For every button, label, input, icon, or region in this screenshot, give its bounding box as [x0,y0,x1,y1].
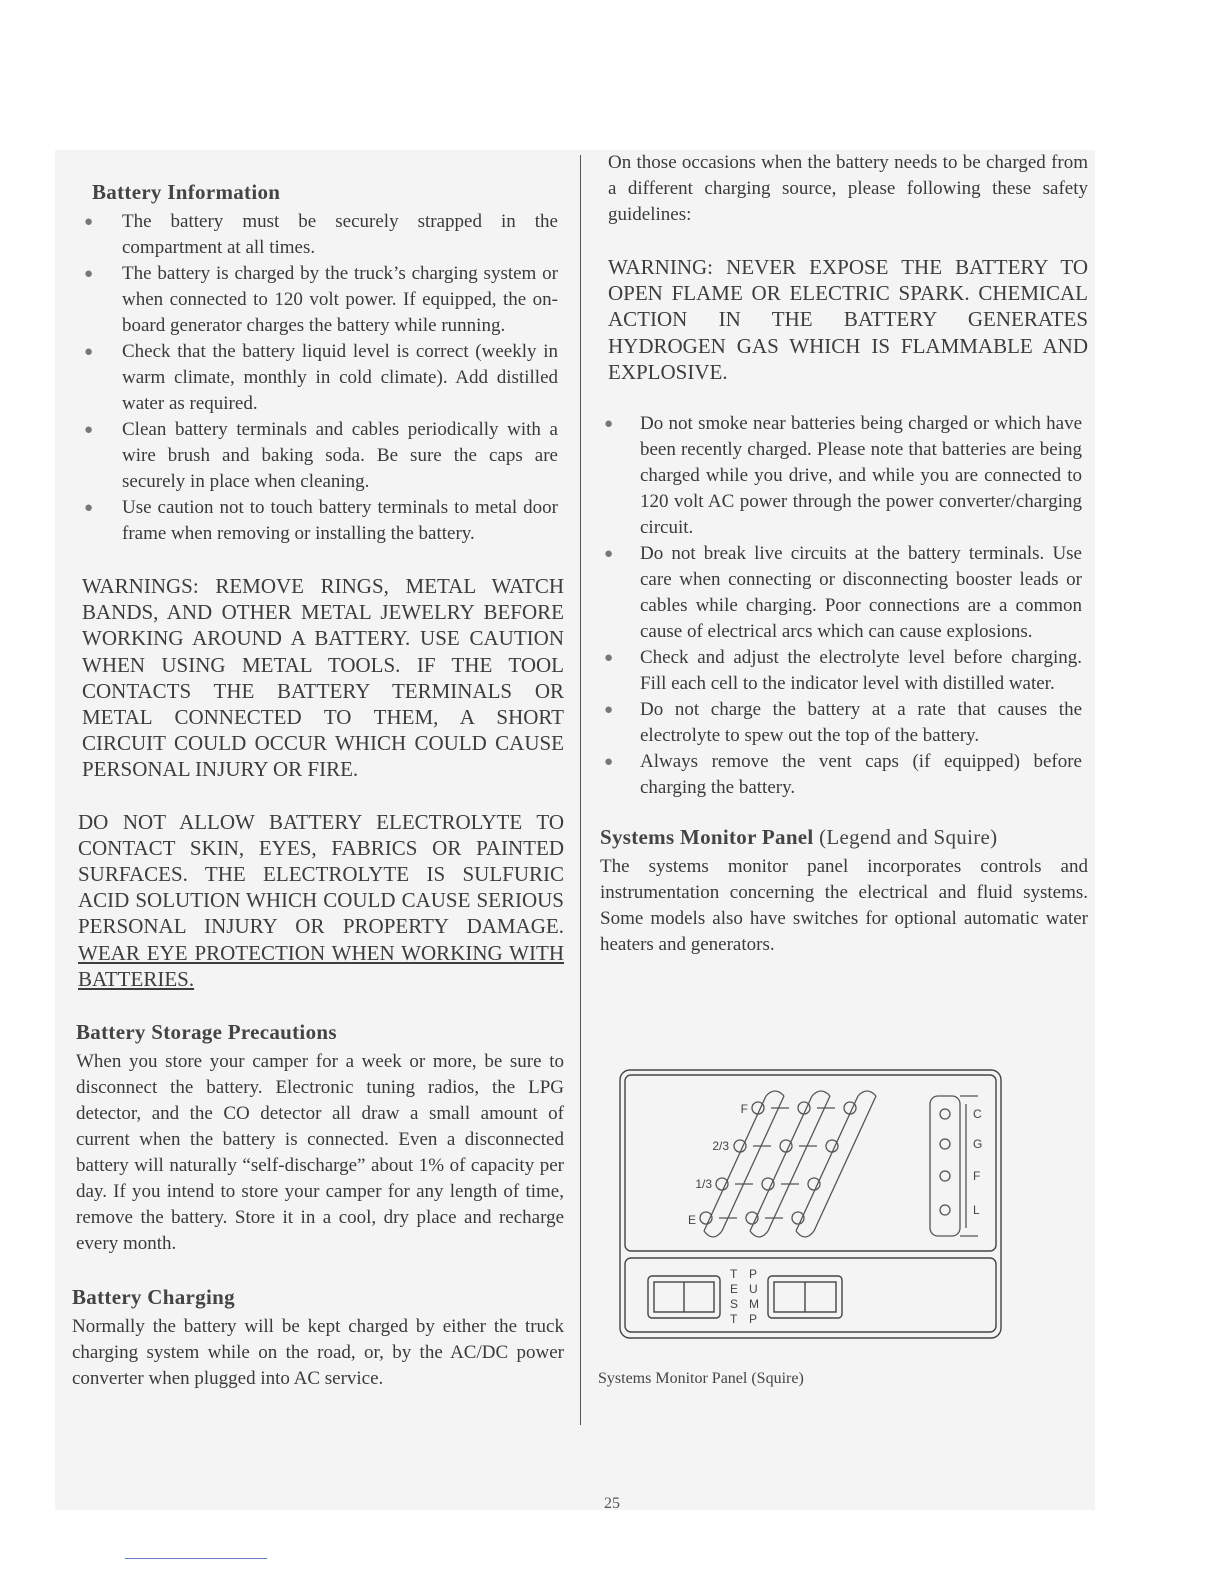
charging-intro-text: On those occasions when the battery needs to be charged from a different charging source, please following these safety guidelines: [608,152,1088,225]
test-letter: T [730,1267,738,1281]
list-item: ● The battery must be securely strapped in the compartment at all times. [84,211,558,258]
bullet-icon: ● [84,214,94,230]
level-label-full: F [740,1102,748,1116]
bullet-icon: ● [604,546,614,563]
panel-outer-frame [620,1070,1001,1338]
gauge-tube-bottom [796,1231,814,1237]
systems-monitor-heading: Systems Monitor Panel (Legend and Squire) [600,825,998,850]
gauge-tube-edge [768,1096,830,1231]
list-item: ● Use caution not to touch battery terminals to metal door frame when removing or installing the battery. [84,497,558,544]
indicator-light [940,1109,950,1119]
bullet-icon: ● [604,754,614,771]
gauge-light [826,1140,838,1152]
bullet-icon: ● [604,702,614,719]
rocker-switches [648,1276,842,1318]
gauge-tube-edge [814,1096,876,1231]
list-item: ● The battery is charged by the truck’s charging system or when connected to 120 volt power. If equipped, the on-board generator charges the battery while running. [84,263,558,336]
indicator-light [940,1205,950,1215]
indicator-label-f: F [973,1169,981,1183]
gauge-light [780,1140,792,1152]
bullet-icon: ● [84,266,94,282]
warnings-electrolyte: DO NOT ALLOW BATTERY ELECTROLYTE TO CONTACT SKIN, EYES, FABRICS OR PAINTED SURFACES. THE ELECTROLYTE IS SULFURIC ACID SOLUTION WHICH COULD CAUSE SERIOUS PERSONAL INJURY OR PROPERTY DAMAGE. WEAR EYE PROTECTION WHEN WORKING WITH BATTERIES. [78,809,564,991]
right-column [600,150,1088,958]
battery-charging-text: Normally the battery will be kept charged by either the truck charging system while on the road, or, by the AC/DC power converter when plugged into AC service. [72,1316,564,1390]
gauge-tube-top [858,1091,876,1096]
level-label-two-thirds: 2/3 [712,1139,729,1153]
battery-information-list [72,209,564,547]
indicator-light [940,1171,950,1181]
gauge-tube-top [812,1091,830,1096]
list-item: ● Check and adjust the electrolyte level before charging. Fill each cell to the indicator level with distilled water. [604,647,1082,695]
battery-charging-heading: Battery Charging [72,1285,235,1310]
panel-gauge-section [625,1075,996,1251]
battery-storage-text: When you store your camper for a week or more, be sure to disconnect the battery. Electronic tuning radios, the LPG detector, and the CO detector all draw a small amount of current when the battery is connected. Even a disconnected battery will naturally “self-discharge” about 1% of capacity per day. If you intend to store your camper for any length of time, remove the battery. Store it in a cool, dry place and recharge every month. [76,1051,564,1255]
page-number: 25 [604,1495,620,1512]
systems-monitor-text: The systems monitor panel incorporates controls and instrumentation concerning the electrical and fluid systems. Some models also have switches for optional automatic water heaters and generators. [600,856,1088,956]
warnings-jewelry: WARNINGS: REMOVE RINGS, METAL WATCH BANDS, AND OTHER METAL JEWELRY BEFORE WORKING AROUND A BATTERY. USE CAUTION WHEN USING METAL TOOLS. IF THE TOOL CONTACTS THE BATTERY TERMINALS OR METAL CONNECTED TO THEM, A SHORT CIRCUIT COULD OCCUR WHICH COULD CAUSE PERSONAL INJURY OR FIRE. [82,574,564,782]
diagram-caption: Systems Monitor Panel (Squire) [598,1370,804,1387]
gauge-tube-edge [796,1096,858,1231]
indicator-label-c: C [973,1107,982,1121]
gauge-tube-edge [750,1096,812,1231]
battery-storage-heading: Battery Storage Precautions [76,1020,337,1045]
list-item: ● Always remove the vent caps (if equipped) before charging the battery. [604,751,1082,799]
indicator-light [940,1139,950,1149]
panel-switch-section [625,1258,996,1332]
list-item: ● Do not break live circuits at the battery terminals. Use care when connecting or disconnecting booster leads or cables while charging. Poor connections are a common cause of electrical arcs which can cause explosions. [604,543,1082,643]
gauge-tube-edge [722,1096,784,1231]
gauge-light [734,1140,746,1152]
tank-level-gauges [700,1091,876,1237]
test-letter: E [730,1282,739,1296]
gauge-tube-edge [704,1096,766,1231]
pump-letter: U [749,1282,758,1296]
charging-safety-list [600,411,1088,801]
pump-letter: P [749,1267,758,1281]
indicator-label-g: G [973,1137,983,1151]
list-item: ● Do not charge the battery at a rate that causes the electrolyte to spew out the top of the battery. [604,699,1082,747]
footer-rule [125,1558,267,1559]
eye-protection-warning: WEAR EYE PROTECTION WHEN WORKING WITH BATTERIES. [78,940,564,991]
test-letter: T [730,1312,738,1326]
bullet-icon: ● [604,650,614,667]
bullet-icon: ● [84,344,94,360]
systems-monitor-panel-diagram [618,1068,1003,1340]
list-item: ● Check that the battery liquid level is correct (weekly in warm climate, monthly in cold climate). Add distilled water as required. [84,341,558,414]
bullet-icon: ● [84,422,94,438]
gauge-tube-bottom [704,1231,722,1237]
list-item: ● Do not smoke near batteries being charged or which have been recently charged. Please note that batteries are being charged while you drive, and while you are connected to 120 volt AC power through the power converter/charging circuit. [604,413,1082,539]
level-label-empty: E [687,1213,696,1227]
indicator-label-l: L [973,1203,980,1217]
column-divider [580,155,581,1425]
level-label-one-third: 1/3 [695,1177,712,1191]
left-column [72,180,564,1392]
bullet-icon: ● [84,500,94,516]
gauge-tube-top [766,1091,784,1096]
panel-drawing [618,1068,1003,1340]
test-letter: S [730,1297,739,1311]
battery-information-heading: Battery Information [92,180,281,204]
bullet-icon: ● [604,416,614,433]
indicator-light-column [930,1096,981,1236]
pump-letter: P [749,1312,758,1326]
hydrogen-warning: WARNING: NEVER EXPOSE THE BATTERY TO OPEN FLAME OR ELECTRIC SPARK. CHEMICAL ACTION IN THE BATTERY GENERATES HYDROGEN GAS WHICH IS FLAMMABLE AND EXPLOSIVE. [608,255,1088,384]
pump-letter: M [749,1297,759,1311]
gauge-tube-bottom [750,1231,768,1237]
list-item: ● Clean battery terminals and cables periodically with a wire brush and baking soda. Be sure the caps are securely in place when cleaning. [84,419,558,492]
